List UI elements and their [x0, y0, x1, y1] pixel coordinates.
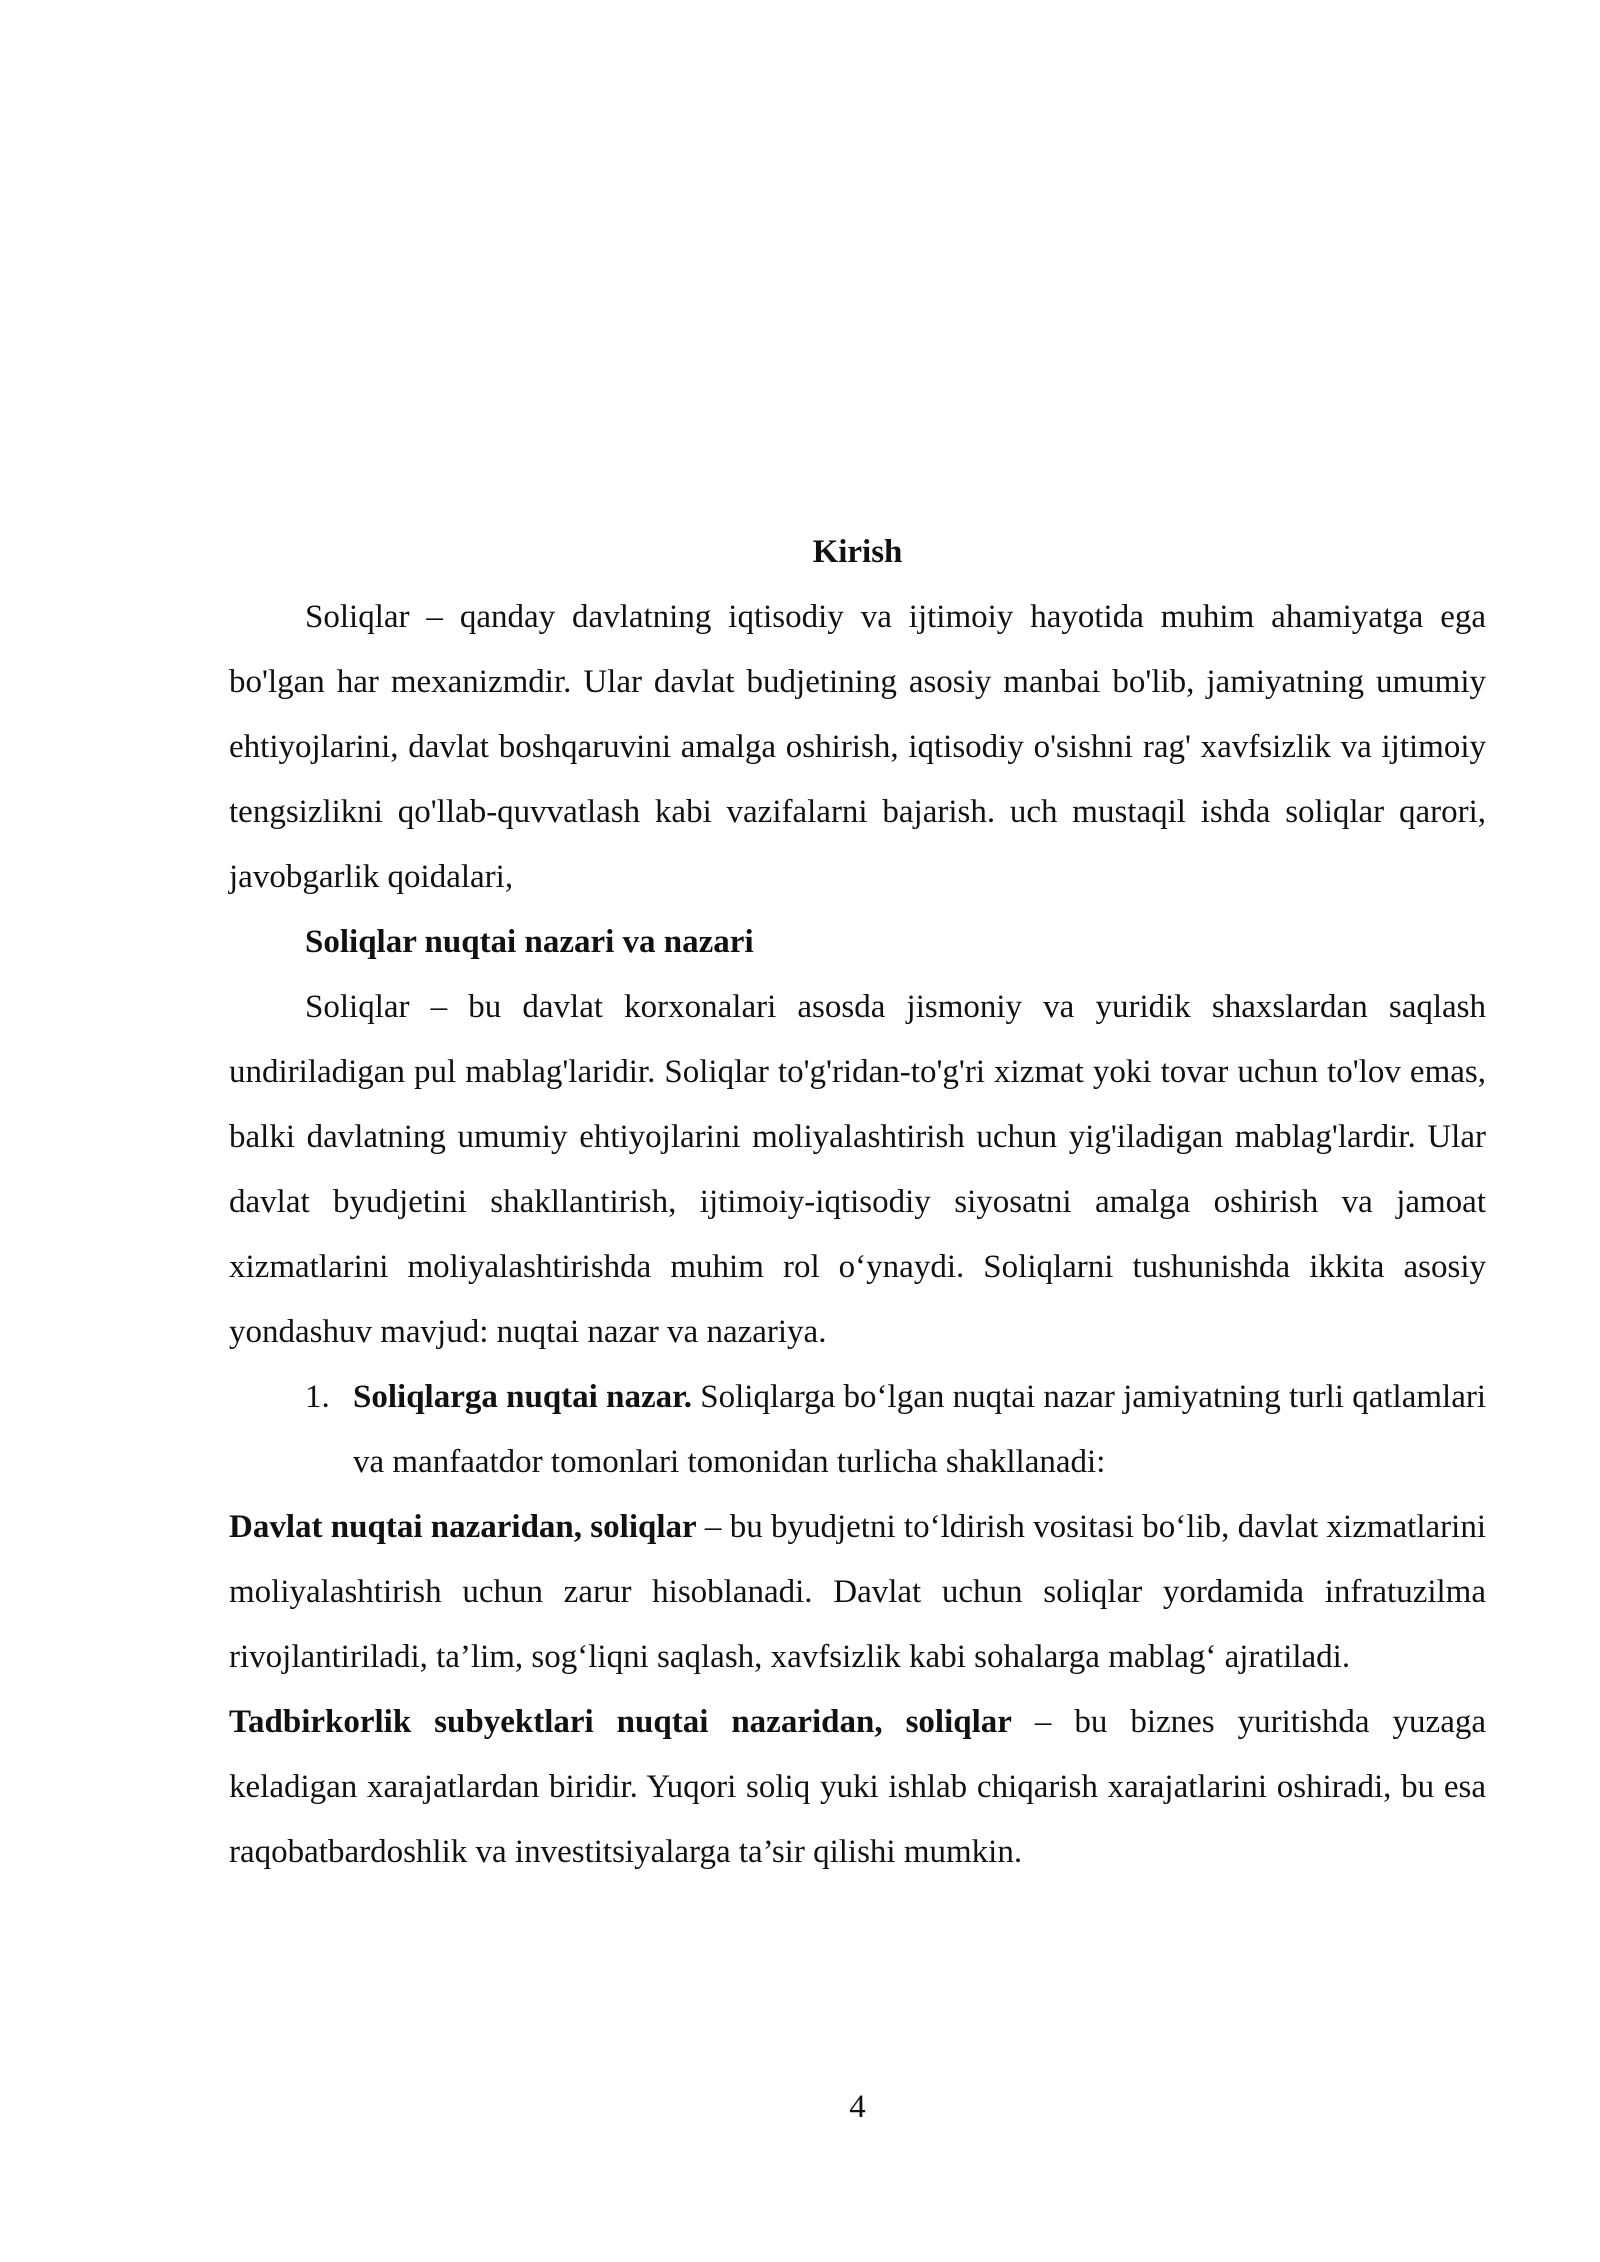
- page-content: [229, 520, 1486, 1885]
- list-item-text: Soliqlarga bo‘lgan nuqtai nazar jamiyatning turli qatlamlari va manfaatdor tomonlari tomonidan turlicha shakllanadi:: [353, 1379, 1486, 1480]
- definition-paragraph: Soliqlar – bu davlat korxonalari asosda jismoniy va yuridik shaxslardan saqlash undiriladigan pul mablag'laridir. Soliqlar to'g'ridan-to'g'ri xizmat yoki tovar uchun to'lov emas, balki davlatning umumiy ehtiyojlarini moliyalashtirish uchun yig'iladigan mablag'lardir. Ular davlat byudjetini shakllantirish, ijtimoiy-iqtisodiy siyosatni amalga oshirish va jamoat xizmatlarini moliyalashtirishda muhim rol o‘ynaydi. Soliqlarni tushunishda ikkita asosiy yondashuv mavjud: nuqtai nazar va nazariya.: [229, 989, 1486, 1350]
- intro-paragraph: Soliqlar – qanday davlatning iqtisodiy va ijtimoiy hayotida muhim ahamiyatga ega bo'lgan har mexanizmdir. Ular davlat budjetining asosiy manbai bo'lib, jamiyatning umumiy ehtiyojlarini, davlat boshqaruvini amalga oshirish, iqtisodiy o'sishni rag' xavfsizlik va ijtimoiy tengsizlikni qo'llab-quvvatlash kabi vazifalarni bajarish. uch mustaqil ishda soliqlar qarori, javobgarlik qoidalari,: [229, 599, 1486, 895]
- list-item-body: [353, 1365, 1486, 1495]
- state-paragraph-text: – bu byudjetni to‘ldirish vositasi bo‘lib, davlat xizmatlarini moliyalashtirish uchun zarur hisoblanadi. Davlat uchun soliqlar yordamida infratuzilma rivojlantiriladi, ta’lim, sog‘liqni saqlash, xavfsizlik kabi sohalarga mablag‘ ajratiladi.: [229, 1509, 1486, 1675]
- state-paragraph: [229, 1495, 1486, 1690]
- business-paragraph-lead: Tadbirkorlik subyektlari nuqtai nazaridan, soliqlar: [229, 1704, 1012, 1740]
- subheading: Soliqlar nuqtai nazari va nazari: [305, 924, 754, 960]
- page-number: 4: [849, 2089, 866, 2125]
- list-number: 1.: [305, 1379, 330, 1415]
- business-paragraph: [229, 1690, 1486, 1885]
- section-heading: Kirish: [812, 534, 903, 570]
- list-item: [229, 1365, 1486, 1495]
- business-paragraph-text: – bu biznes yuritishda yuzaga keladigan xarajatlardan biridir. Yuqori soliq yuki ishlab chiqarish xarajatlarini oshiradi, bu esa raqobatbardoshlik va investitsiyalarga ta’sir qilishi mumkin.: [229, 1704, 1486, 1870]
- list-item-bold-lead: Soliqlarga nuqtai nazar.: [353, 1379, 692, 1415]
- state-paragraph-lead: Davlat nuqtai nazaridan, soliqlar: [229, 1509, 697, 1545]
